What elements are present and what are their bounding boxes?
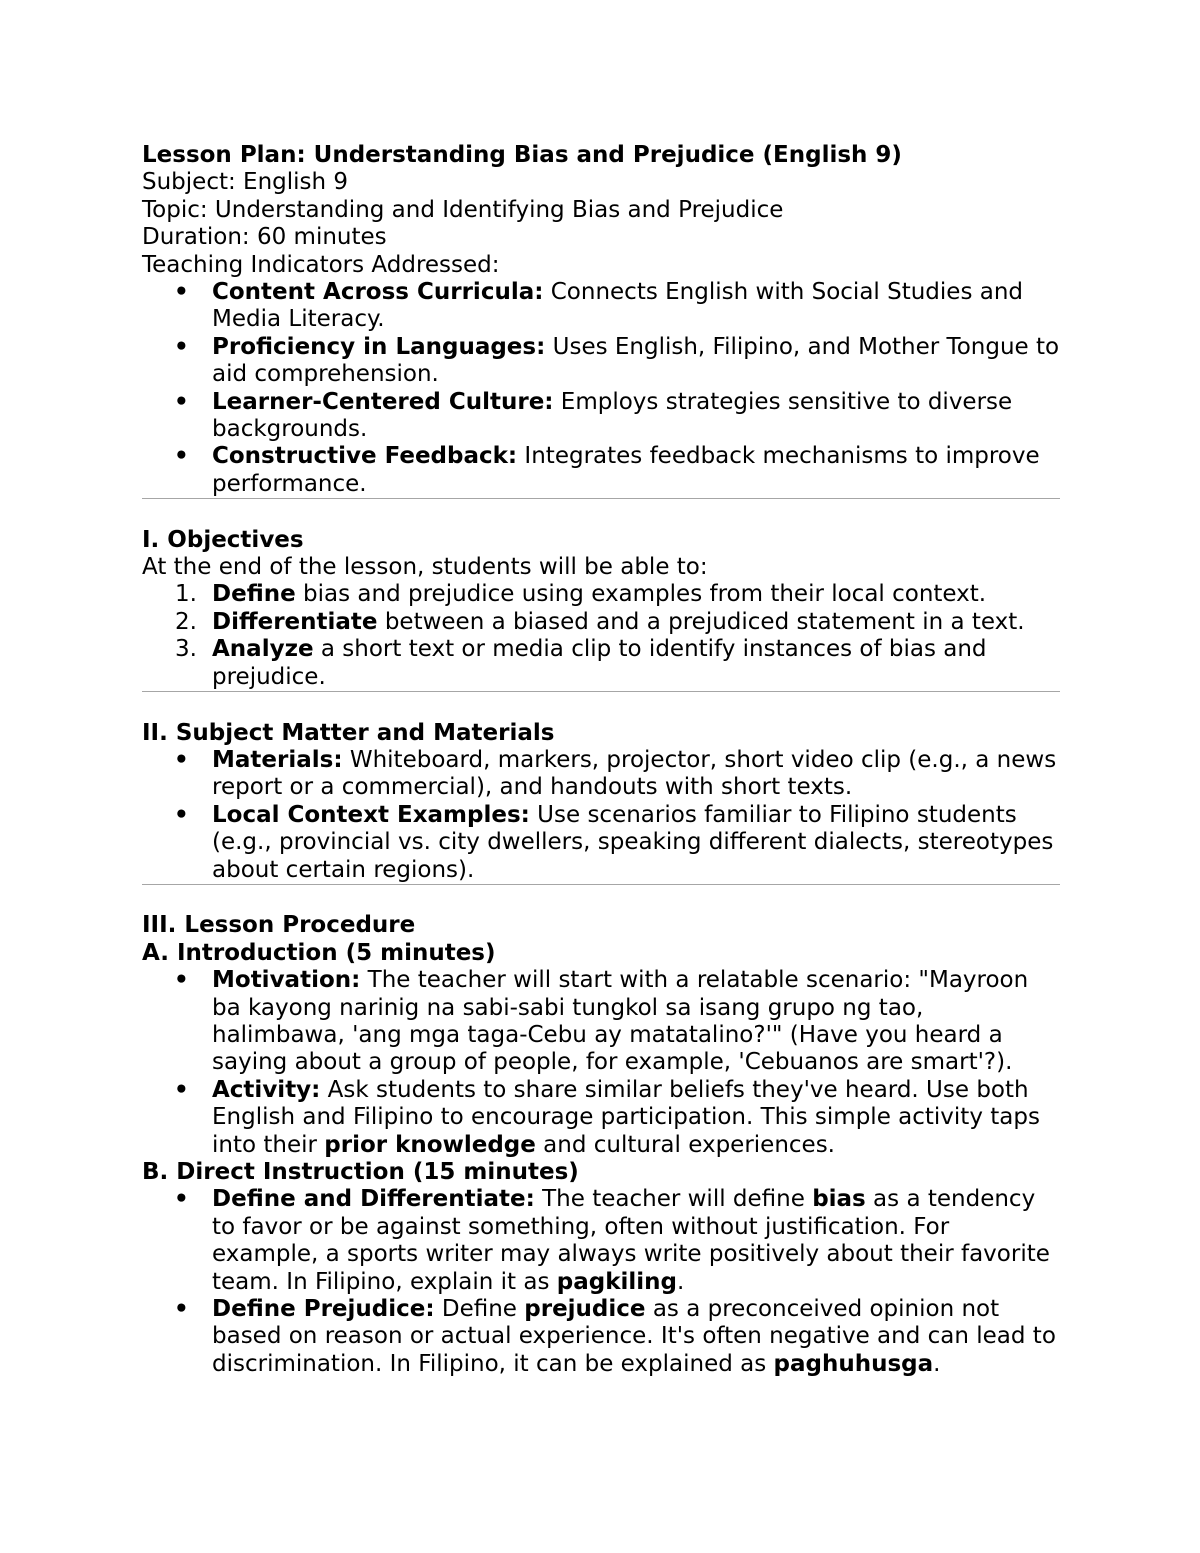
item-text: The teacher will start with a relatable scenario: "Mayroon ba kayong narinig na sabi-sabi tungkol sa isang grupo ng tao, halimbawa, 'ang mga taga-Cebu ay matatalino?'" (Have you heard a saying about a group of people, for example, 'Cebuanos are smart'?). xyxy=(212,967,1029,1076)
objectives-heading: I. Objectives xyxy=(142,526,304,553)
item-text: . xyxy=(677,1268,685,1295)
objectives-list xyxy=(142,581,1060,691)
item-text: as a tendency to favor or be against something, often without justification. For example, a sports writer may always write positively about their favorite team. In Filipino, explain it as xyxy=(212,1186,1050,1295)
emphasis-text: bias xyxy=(812,1186,866,1213)
item-text: . xyxy=(933,1350,941,1377)
subject-line: Subject: English 9 xyxy=(142,169,349,196)
item-number: 1. xyxy=(175,581,197,608)
item-number: 2. xyxy=(175,608,197,635)
item-label: Motivation: xyxy=(212,967,361,994)
item-text: and cultural experiences. xyxy=(535,1131,835,1158)
section-divider xyxy=(142,884,1060,885)
item-label: Define and Differentiate: xyxy=(212,1186,535,1213)
item-label: Local Context Examples: xyxy=(212,801,530,828)
duration-line: Duration: 60 minutes xyxy=(142,224,387,251)
list-item xyxy=(142,747,1060,802)
item-text: Uses English, Filipino, and Mother Tongue to aid comprehension. xyxy=(212,333,1060,388)
materials-heading: II. Subject Matter and Materials xyxy=(142,719,555,746)
section-divider xyxy=(142,691,1060,692)
objectives-intro: At the end of the lesson, students will be able to: xyxy=(142,554,708,581)
list-item xyxy=(142,1296,1060,1378)
list-item xyxy=(142,279,1060,334)
indicators-intro: Teaching Indicators Addressed: xyxy=(142,251,500,278)
direct-instruction-list xyxy=(142,1186,1060,1378)
item-label: Define xyxy=(212,581,296,608)
item-text: Define xyxy=(434,1296,525,1323)
topic-line: Topic: Understanding and Identifying Bias and Prejudice xyxy=(142,196,784,223)
list-item xyxy=(142,802,1060,884)
list-item xyxy=(142,1186,1060,1296)
item-text: a short text or media clip to identify instances of bias and prejudice. xyxy=(212,636,987,690)
item-text: Use scenarios familiar to Filipino students (e.g., provincial vs. city dwellers, speaking different dialects, stereotypes about certain regions). xyxy=(212,801,1054,883)
emphasis-text: prior knowledge xyxy=(324,1131,536,1158)
item-text: The teacher will define xyxy=(534,1186,813,1213)
document-title: Lesson Plan: Understanding Bias and Prejudice (English 9) xyxy=(142,142,902,168)
emphasis-text: paghuhusga xyxy=(773,1350,934,1377)
item-text: Ask students to share similar beliefs they've heard. Use both English and Filipino to encourage participation. This simple activity taps into their xyxy=(212,1076,1040,1158)
introduction-heading: A. Introduction (5 minutes) xyxy=(142,939,496,966)
list-item xyxy=(142,609,1060,636)
document-body xyxy=(142,142,1060,1378)
list-item xyxy=(142,389,1060,444)
list-item xyxy=(142,967,1060,1077)
emphasis-text: prejudice xyxy=(524,1296,646,1323)
direct-instruction-heading: B. Direct Instruction (15 minutes) xyxy=(142,1158,579,1185)
item-label: Constructive Feedback: xyxy=(212,443,518,470)
section-divider xyxy=(142,498,1060,499)
item-text: as a preconceived opinion not based on reason or actual experience. It's often negative and can lead to discrimination. In Filipino, it can be explained as xyxy=(212,1296,1056,1377)
item-label: Materials: xyxy=(212,746,343,773)
item-label: Proficiency in Languages: xyxy=(212,333,546,360)
introduction-list xyxy=(142,967,1060,1159)
item-label: Activity: xyxy=(212,1076,321,1103)
emphasis-text: pagkiling xyxy=(556,1268,678,1295)
procedure-heading: III. Lesson Procedure xyxy=(142,912,416,939)
item-label: Learner-Centered Culture: xyxy=(212,388,554,415)
list-item xyxy=(142,581,1060,608)
item-text: Employs strategies sensitive to diverse backgrounds. xyxy=(212,388,1013,443)
indicators-list xyxy=(142,279,1060,498)
item-number: 3. xyxy=(175,636,197,663)
item-label: Analyze xyxy=(212,636,314,663)
item-text: bias and prejudice using examples from their local context. xyxy=(295,581,987,608)
item-text: Integrates feedback mechanisms to improve performance. xyxy=(212,443,1040,497)
item-label: Differentiate xyxy=(212,608,378,635)
list-item xyxy=(142,1077,1060,1159)
item-label: Define Prejudice: xyxy=(212,1296,435,1323)
materials-list xyxy=(142,747,1060,884)
list-item xyxy=(142,636,1060,691)
item-text: Connects English with Social Studies and Media Literacy. xyxy=(212,279,1024,333)
item-text: Whiteboard, markers, projector, short video clip (e.g., a news report or a commercial), and handouts with short texts. xyxy=(212,746,1057,801)
item-label: Content Across Curricula: xyxy=(212,279,544,306)
list-item xyxy=(142,334,1060,389)
item-text: between a biased and a prejudiced statement in a text. xyxy=(377,608,1025,635)
list-item xyxy=(142,443,1060,498)
